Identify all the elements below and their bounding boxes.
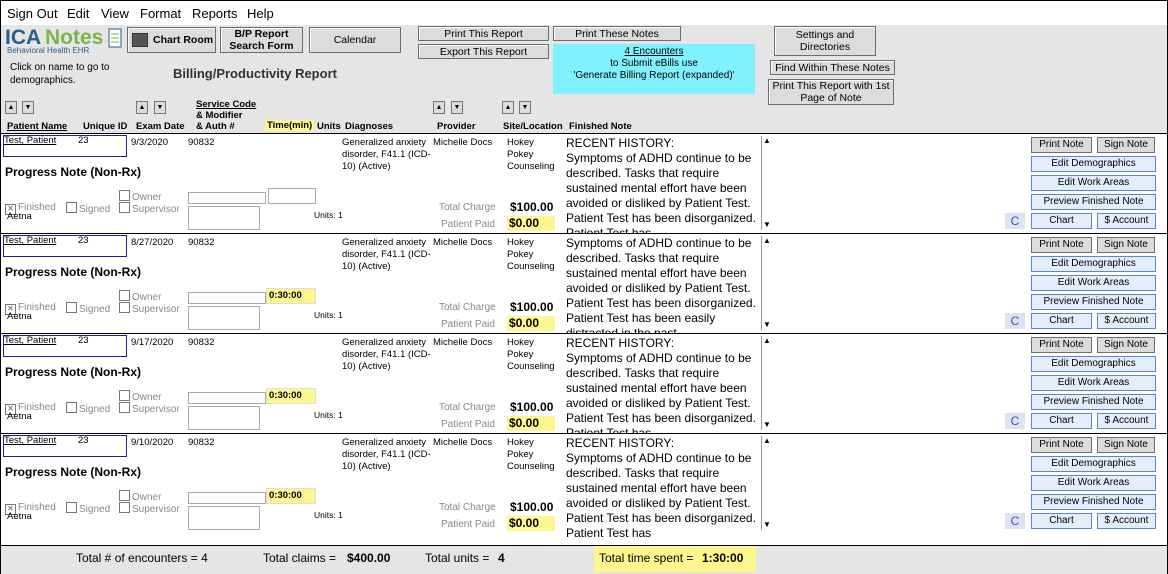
diagnosis: Generalized anxiety disorder, F41.1 (ICD-10) (Active) bbox=[342, 137, 431, 172]
checkbox-icon bbox=[119, 402, 130, 413]
edit-demographics-button[interactable]: Edit Demographics bbox=[1031, 356, 1156, 372]
patient-paid-value: $0.00 bbox=[507, 216, 555, 231]
logo-graphic bbox=[5, 25, 123, 55]
scroll-down-icon[interactable]: ▼ bbox=[763, 520, 771, 529]
unique-id: 23 bbox=[78, 135, 89, 146]
signed-label: Signed bbox=[79, 304, 111, 315]
edit-demographics-button[interactable]: Edit Demographics bbox=[1031, 456, 1156, 472]
print-report-first-page-button[interactable]: Print This Report with 1st Page of Note bbox=[768, 79, 894, 105]
owner-label: Owner bbox=[132, 492, 162, 503]
icanotes-logo bbox=[5, 25, 123, 55]
modifier-fields[interactable] bbox=[188, 192, 266, 204]
c-button[interactable]: C bbox=[1005, 513, 1025, 529]
col-finished-note: Finished Note bbox=[569, 121, 632, 132]
finished-note-text[interactable]: Symptoms of ADHD continue to be described. Tasks that require sustained mental effort have been avoided or disliked by Patient Test. Patient Test has been disorganized. Patient Test has been easily bbox=[566, 236, 756, 325]
chart-room-label: Chart Room bbox=[153, 34, 214, 46]
total-charge-value: $100.00 bbox=[510, 300, 554, 314]
auth-field[interactable] bbox=[188, 506, 260, 530]
unique-id: 23 bbox=[78, 335, 89, 346]
chart-button[interactable]: Chart bbox=[1031, 413, 1092, 429]
sort-desc-icon[interactable]: ▼ bbox=[22, 101, 34, 114]
edit-demographics-button[interactable]: Edit Demographics bbox=[1031, 156, 1156, 172]
sign-note-button[interactable]: Sign Note bbox=[1097, 337, 1155, 353]
ebill-line2: to Submit eBills use bbox=[610, 58, 698, 69]
total-time-value: 1:30:00 bbox=[702, 551, 744, 565]
chart-button[interactable]: Chart bbox=[1031, 513, 1092, 529]
demographics-hint: Click on name to go to demographics. bbox=[10, 62, 110, 86]
edit-demographics-button[interactable]: Edit Demographics bbox=[1031, 256, 1156, 272]
payer: Aetna bbox=[7, 511, 32, 522]
note-type: Progress Note (Non-Rx) bbox=[5, 365, 142, 379]
menu-help[interactable]: Help bbox=[247, 6, 274, 21]
diagnosis: Generalized anxiety disorder, F41.1 (ICD-10) (Active) bbox=[342, 337, 431, 372]
auth-field[interactable] bbox=[188, 206, 260, 230]
provider: Michelle Docs bbox=[433, 237, 493, 248]
total-claims-value: $400.00 bbox=[347, 551, 391, 565]
provider: Michelle Docs bbox=[433, 437, 493, 448]
service-code: 90832 bbox=[188, 137, 215, 148]
col-service-code: Service Code bbox=[196, 99, 257, 110]
patient-name-link[interactable]: Test, Patient bbox=[4, 235, 57, 246]
provider: Michelle Docs bbox=[433, 137, 493, 148]
supervisor-label: Supervisor bbox=[132, 204, 180, 215]
total-units-label: Total units = bbox=[425, 551, 490, 565]
account-button[interactable]: $ Account bbox=[1097, 213, 1156, 229]
patient-name-link[interactable]: Test, Patient bbox=[4, 335, 57, 346]
site-location: Hokey Pokey Counseling bbox=[507, 337, 555, 372]
preview-finished-note-button[interactable]: Preview Finished Note bbox=[1031, 294, 1156, 310]
print-report-button[interactable]: Print This Report bbox=[418, 26, 549, 41]
supervisor-checkbox[interactable] bbox=[119, 502, 180, 515]
modifier-fields[interactable] bbox=[188, 292, 266, 304]
preview-finished-note-button[interactable]: Preview Finished Note bbox=[1031, 494, 1156, 510]
patient-paid-label: Patient Paid bbox=[441, 319, 495, 330]
exam-date: 9/10/2020 bbox=[131, 437, 174, 448]
col-site: Site/Location bbox=[503, 121, 563, 132]
menu-bar bbox=[1, 1, 1167, 25]
account-button[interactable]: $ Account bbox=[1097, 513, 1156, 529]
note-scrollbar[interactable] bbox=[761, 436, 774, 530]
total-charge-label: Total Charge bbox=[439, 502, 496, 513]
patient-paid-label: Patient Paid bbox=[441, 419, 495, 430]
ebill-notice bbox=[553, 44, 755, 94]
sort-desc-icon[interactable]: ▼ bbox=[154, 101, 166, 114]
units-value: Units: 1 bbox=[314, 210, 343, 220]
units-value: Units: 1 bbox=[314, 310, 343, 320]
service-code: 90832 bbox=[188, 437, 215, 448]
supervisor-checkbox[interactable] bbox=[119, 202, 180, 215]
payer: Aetna bbox=[7, 411, 32, 422]
menu-format[interactable]: Format bbox=[140, 6, 182, 21]
total-claims-label: Total claims = bbox=[263, 551, 337, 565]
col-diagnoses: Diagnoses bbox=[345, 121, 394, 132]
col-modifier: & Modifier bbox=[196, 110, 243, 121]
scroll-down-icon[interactable]: ▼ bbox=[763, 420, 771, 429]
checkbox-icon bbox=[119, 190, 130, 201]
svg-text:Notes: Notes bbox=[45, 26, 104, 49]
checkbox-icon bbox=[119, 390, 130, 401]
note-type: Progress Note (Non-Rx) bbox=[5, 165, 142, 179]
checkbox-icon bbox=[66, 402, 77, 413]
c-button[interactable]: C bbox=[1005, 213, 1025, 229]
print-note-button[interactable]: Print Note bbox=[1031, 237, 1092, 253]
edit-work-areas-button[interactable]: Edit Work Areas bbox=[1031, 375, 1156, 391]
total-charge-value: $100.00 bbox=[510, 200, 554, 214]
menu-reports[interactable]: Reports bbox=[192, 6, 238, 21]
unique-id: 23 bbox=[78, 435, 89, 446]
unique-id: 23 bbox=[78, 235, 89, 246]
checkbox-icon bbox=[66, 502, 77, 513]
sign-note-button[interactable]: Sign Note bbox=[1097, 437, 1155, 453]
patient-paid-value: $0.00 bbox=[507, 516, 555, 531]
report-title: Billing/Productivity Report bbox=[173, 66, 337, 81]
col-auth: & Auth # bbox=[196, 121, 235, 132]
svg-text:Behavioral Health EHR: Behavioral Health EHR bbox=[7, 46, 90, 55]
site-location: Hokey Pokey Counseling bbox=[507, 137, 555, 172]
exam-date: 9/17/2020 bbox=[131, 337, 174, 348]
service-code: 90832 bbox=[188, 237, 215, 248]
finished-note-text[interactable]: RECENT HISTORY: Symptoms of ADHD continue to be described. Tasks that require sustained mental effort have been avoided or disliked by Patient Test. Patient Test has been disorganized. bbox=[566, 136, 756, 225]
scroll-up-icon[interactable]: ▲ bbox=[763, 436, 771, 445]
signed-label: Signed bbox=[79, 204, 111, 215]
scroll-down-icon[interactable]: ▼ bbox=[763, 320, 771, 329]
edit-work-areas-button[interactable]: Edit Work Areas bbox=[1031, 175, 1156, 191]
diagnosis: Generalized anxiety disorder, F41.1 (ICD-10) (Active) bbox=[342, 437, 431, 472]
payer: Aetna bbox=[7, 211, 32, 222]
encounter-record bbox=[1, 333, 1167, 432]
sign-note-button[interactable]: Sign Note bbox=[1097, 137, 1155, 153]
checkbox-icon bbox=[119, 302, 130, 313]
patient-paid-value: $0.00 bbox=[507, 416, 555, 431]
owner-label: Owner bbox=[132, 192, 162, 203]
checkbox-checked-icon: ✕ bbox=[5, 404, 16, 415]
site-location: Hokey Pokey Counseling bbox=[507, 437, 555, 472]
owner-label: Owner bbox=[132, 292, 162, 303]
chart-room-button[interactable] bbox=[127, 27, 216, 53]
report-header bbox=[1, 25, 1167, 133]
sort-asc-icon[interactable]: ▲ bbox=[433, 101, 445, 114]
signed-checkbox[interactable] bbox=[66, 302, 110, 315]
signed-checkbox[interactable] bbox=[66, 202, 110, 215]
sort-asc-icon[interactable]: ▲ bbox=[5, 101, 17, 114]
total-encounters: Total # of encounters = 4 bbox=[76, 551, 208, 565]
finished-label: Finished bbox=[18, 402, 56, 413]
signed-label: Signed bbox=[79, 404, 111, 415]
settings-directories-button[interactable]: Settings and Directories bbox=[774, 26, 876, 56]
svg-text:ICA: ICA bbox=[5, 26, 42, 49]
signed-checkbox[interactable] bbox=[66, 402, 110, 415]
encounter-record bbox=[1, 433, 1167, 540]
total-charge-value: $100.00 bbox=[510, 400, 554, 414]
note-scrollbar[interactable] bbox=[761, 136, 774, 230]
signed-label: Signed bbox=[79, 504, 111, 515]
print-note-button[interactable]: Print Note bbox=[1031, 137, 1092, 153]
scroll-up-icon[interactable]: ▲ bbox=[763, 336, 771, 345]
col-provider: Provider bbox=[437, 121, 476, 132]
supervisor-label: Supervisor bbox=[132, 504, 180, 515]
total-charge-label: Total Charge bbox=[439, 302, 496, 313]
account-button[interactable]: $ Account bbox=[1097, 313, 1156, 329]
c-button[interactable]: C bbox=[1005, 413, 1025, 429]
col-unique-id: Unique ID bbox=[83, 121, 128, 132]
units-value: Units: 1 bbox=[314, 410, 343, 420]
site-location: Hokey Pokey Counseling bbox=[507, 237, 555, 272]
col-exam-date: Exam Date bbox=[136, 121, 185, 132]
auth-field[interactable] bbox=[188, 306, 260, 330]
scroll-up-icon[interactable]: ▲ bbox=[763, 136, 771, 145]
chart-button[interactable]: Chart bbox=[1031, 313, 1092, 329]
supervisor-checkbox[interactable] bbox=[119, 402, 180, 415]
total-time-label: Total time spent = bbox=[599, 551, 694, 565]
print-notes-button[interactable]: Print These Notes bbox=[553, 26, 681, 41]
total-charge-label: Total Charge bbox=[439, 202, 496, 213]
scroll-down-icon[interactable]: ▼ bbox=[763, 220, 771, 229]
finished-note-text[interactable]: RECENT HISTORY: Symptoms of ADHD continue to be described. Tasks that require sustained mental effort have been avoided or disliked by Patient Test. Patient Test has been disorganized. bbox=[566, 336, 756, 425]
note-scrollbar[interactable] bbox=[761, 336, 774, 430]
checkbox-checked-icon: ✕ bbox=[5, 204, 16, 215]
checkbox-icon bbox=[119, 202, 130, 213]
modifier-fields[interactable] bbox=[188, 492, 266, 504]
menu-sign-out[interactable]: Sign Out bbox=[7, 6, 58, 21]
supervisor-checkbox[interactable] bbox=[119, 302, 180, 315]
c-button[interactable]: C bbox=[1005, 313, 1025, 329]
time-value: 0:30:00 bbox=[266, 488, 316, 504]
units-value: Units: 1 bbox=[314, 510, 343, 520]
sort-asc-icon[interactable]: ▲ bbox=[136, 101, 148, 114]
account-button[interactable]: $ Account bbox=[1097, 413, 1156, 429]
total-units-value: 4 bbox=[498, 551, 505, 565]
preview-finished-note-button[interactable]: Preview Finished Note bbox=[1031, 394, 1156, 410]
note-type: Progress Note (Non-Rx) bbox=[5, 265, 142, 279]
report-totals bbox=[1, 545, 1167, 574]
print-note-button[interactable]: Print Note bbox=[1031, 337, 1092, 353]
modifier-fields[interactable] bbox=[188, 392, 266, 404]
finished-label: Finished bbox=[18, 202, 56, 213]
auth-field[interactable] bbox=[188, 406, 260, 430]
preview-finished-note-button[interactable]: Preview Finished Note bbox=[1031, 194, 1156, 210]
exam-date: 9/3/2020 bbox=[131, 137, 168, 148]
edit-work-areas-button[interactable]: Edit Work Areas bbox=[1031, 275, 1156, 291]
col-units: Units bbox=[317, 121, 341, 132]
finished-label: Finished bbox=[18, 502, 56, 513]
sign-note-button[interactable]: Sign Note bbox=[1097, 237, 1155, 253]
edit-work-areas-button[interactable]: Edit Work Areas bbox=[1031, 475, 1156, 491]
calendar-button[interactable]: Calendar bbox=[309, 27, 401, 53]
signed-checkbox[interactable] bbox=[66, 502, 110, 515]
ebill-line3: 'Generate Billing Report (expanded)' bbox=[573, 70, 735, 81]
col-patient-name[interactable]: Patient Name bbox=[7, 121, 68, 132]
total-charge-value: $100.00 bbox=[510, 500, 554, 514]
checkbox-icon bbox=[119, 490, 130, 501]
payer: Aetna bbox=[7, 311, 32, 322]
encounter-record bbox=[1, 133, 1167, 232]
export-report-button[interactable]: Export This Report bbox=[418, 44, 549, 59]
provider: Michelle Docs bbox=[433, 337, 493, 348]
patient-name-link[interactable]: Test, Patient bbox=[4, 135, 57, 146]
checkbox-checked-icon: ✕ bbox=[5, 304, 16, 315]
find-within-notes-button[interactable]: Find Within These Notes bbox=[770, 60, 895, 75]
diagnosis: Generalized anxiety disorder, F41.1 (ICD-10) (Active) bbox=[342, 237, 431, 272]
patient-name-link[interactable]: Test, Patient bbox=[4, 435, 57, 446]
print-note-button[interactable]: Print Note bbox=[1031, 437, 1092, 453]
checkbox-icon bbox=[119, 290, 130, 301]
finished-label: Finished bbox=[18, 302, 56, 313]
patient-paid-label: Patient Paid bbox=[441, 519, 495, 530]
time-value: 0:30:00 bbox=[266, 288, 316, 304]
supervisor-label: Supervisor bbox=[132, 304, 180, 315]
service-code: 90832 bbox=[188, 337, 215, 348]
sort-asc-icon[interactable]: ▲ bbox=[502, 101, 514, 114]
bp-report-search-button[interactable]: B/P Report Search Form bbox=[220, 27, 303, 53]
patient-paid-label: Patient Paid bbox=[441, 219, 495, 230]
checkbox-icon bbox=[66, 302, 77, 313]
exam-date: 8/27/2020 bbox=[131, 237, 174, 248]
menu-view[interactable]: View bbox=[101, 6, 129, 21]
sort-desc-icon[interactable]: ▼ bbox=[451, 101, 463, 114]
encounter-record bbox=[1, 233, 1167, 332]
note-type: Progress Note (Non-Rx) bbox=[5, 465, 142, 479]
menu-edit[interactable]: Edit bbox=[67, 6, 90, 21]
checkbox-icon bbox=[66, 202, 77, 213]
checkbox-icon bbox=[119, 502, 130, 513]
total-charge-label: Total Charge bbox=[439, 402, 496, 413]
time-entry-box[interactable] bbox=[268, 188, 316, 204]
sort-desc-icon[interactable]: ▼ bbox=[519, 101, 531, 114]
patient-paid-value: $0.00 bbox=[507, 316, 555, 331]
ebill-encounters-link[interactable]: 4 Encounters bbox=[624, 46, 684, 57]
owner-label: Owner bbox=[132, 392, 162, 403]
finished-note-text[interactable]: RECENT HISTORY: Symptoms of ADHD continue to be described. Tasks that require sustained mental effort have been avoided or disliked by Patient Test. Patient Test has been disorganized. Patient Test has bbox=[566, 436, 756, 540]
scroll-up-icon[interactable]: ▲ bbox=[763, 236, 771, 245]
col-time: Time(min) bbox=[267, 120, 313, 131]
time-value: 0:30:00 bbox=[266, 388, 316, 404]
chart-room-icon bbox=[132, 33, 148, 47]
checkbox-checked-icon: ✕ bbox=[5, 504, 16, 515]
chart-button[interactable]: Chart bbox=[1031, 213, 1092, 229]
note-scrollbar[interactable] bbox=[761, 236, 774, 330]
supervisor-label: Supervisor bbox=[132, 404, 180, 415]
